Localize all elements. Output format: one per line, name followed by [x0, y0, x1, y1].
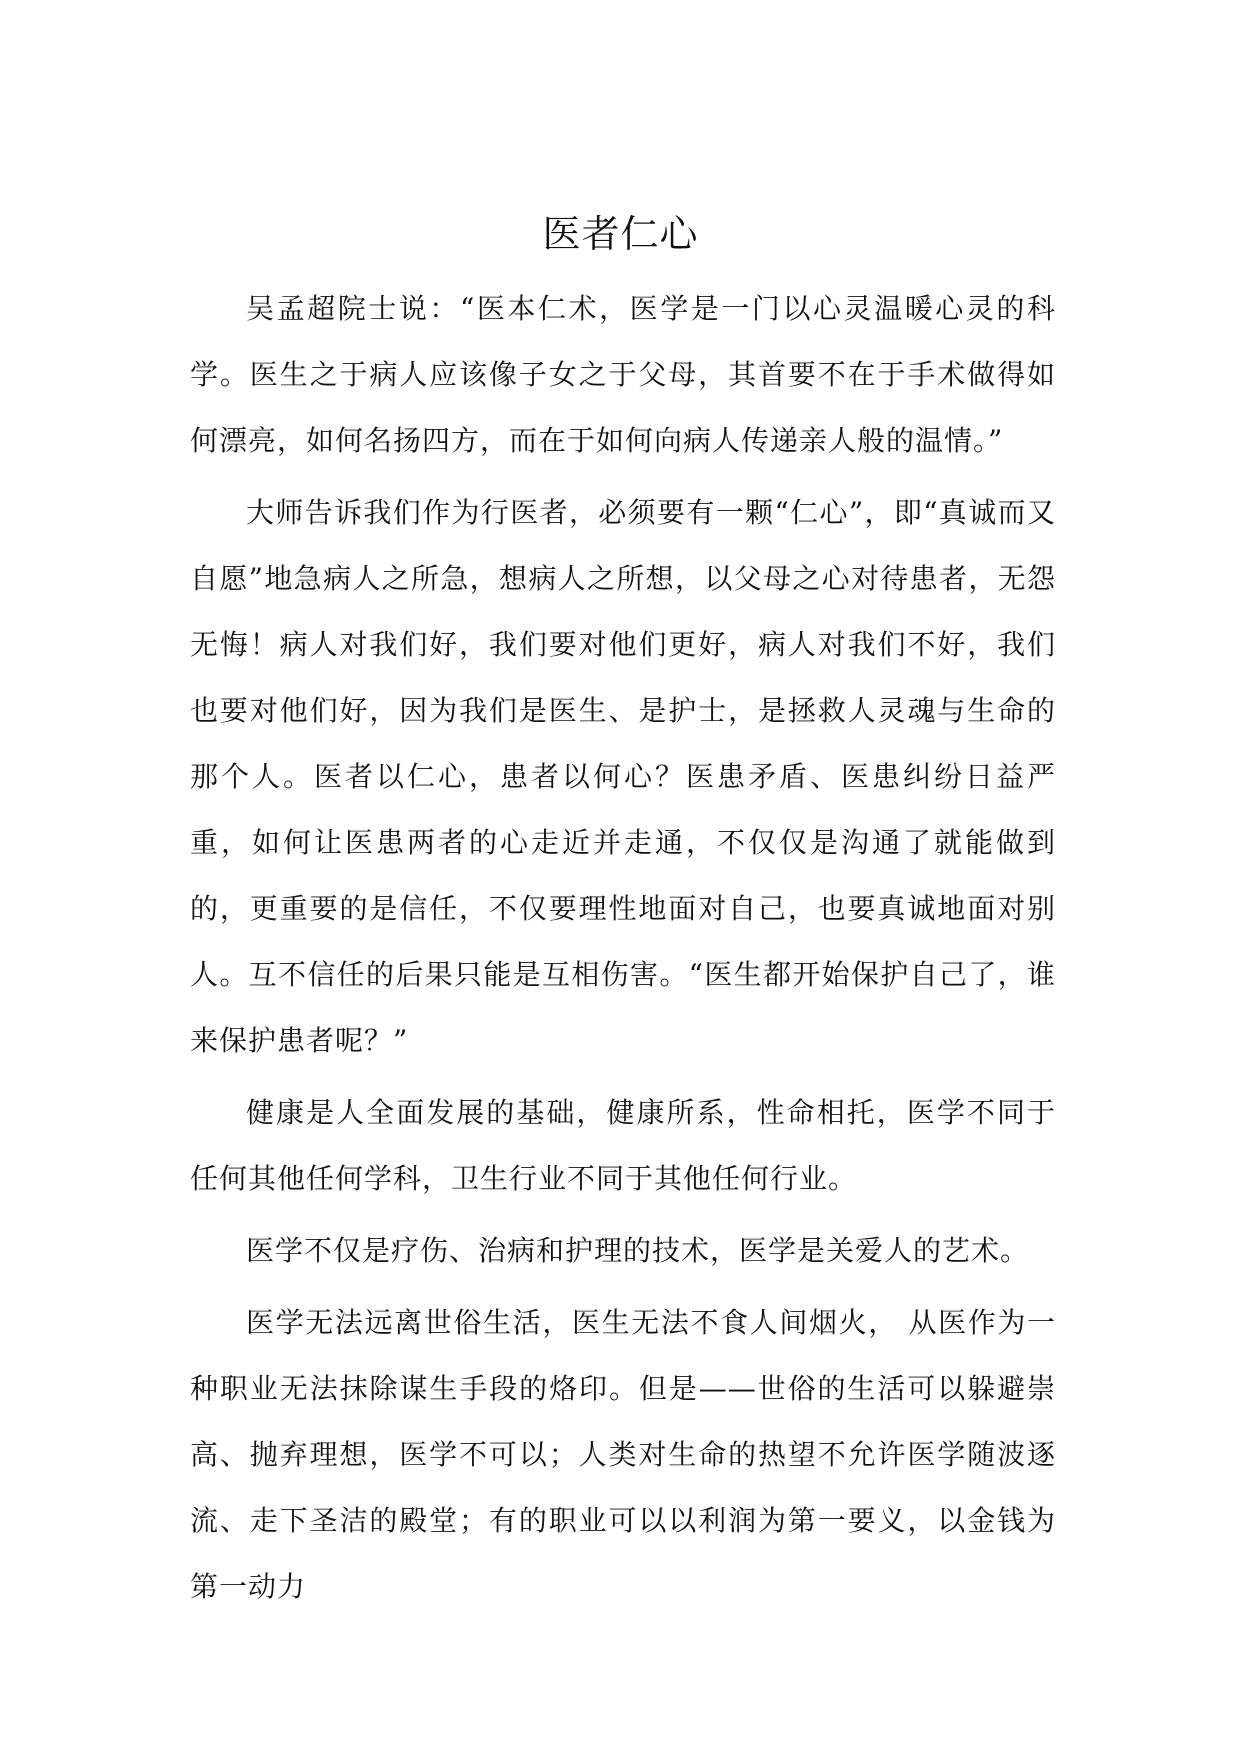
paragraph-4: 医学不仅是疗伤、治病和护理的技术，医学是关爱人的艺术。 [246, 1234, 1030, 1267]
paragraph-3: 健康是人全面发展的基础，健康所系，性命相托，医学不同于任何其他任何学科，卫生行业不同于其他任何行业。 [190, 1096, 1056, 1195]
document-title: 医者仁心 [542, 212, 699, 256]
document-body [190, 276, 1056, 1620]
paragraph-2: 大师告诉我们作为行医者，必须要有一颗“仁心”，即“真诚而又自愿”地急病人之所急，想病人之所想，以父母之心对待患者，无怨无悔！病人对我们好，我们要对他们更好，病人对我们不好，我们也要对他们好，因为我们是医生、是护士，是拯救人灵魂与生命的那个人。医者以仁心，患者以何心？医患矛盾、医患纠纷日益严重，如何让医患两者的心走近并走通，不仅仅是沟通了就能做到的，更重要的是信任，不仅要理性地面对自己，也要真诚地面对别人。互不信任的后果只能是互相伤害。“医生都开始保护自己了，谁来保护患者呢？” [190, 496, 1056, 1057]
paragraph-5: 医学无法远离世俗生活，医生无法不食人间烟火， 从医作为一种职业无法抹除谋生手段的烙印。但是——世俗的生活可以躲避崇高、抛弃理想，医学不可以；人类对生命的热望不允许医学随波逐流、走下圣洁的殿堂；有的职业可以以利润为第一要义，以金钱为第一动力 [190, 1306, 1056, 1603]
paragraph-1: 吴孟超院士说：“医本仁术，医学是一门以心灵温暖心灵的科学。医生之于病人应该像子女之于父母，其首要不在于手术做得如何漂亮，如何名扬四方，而在于如何向病人传递亲人般的温情。” [190, 292, 1056, 457]
